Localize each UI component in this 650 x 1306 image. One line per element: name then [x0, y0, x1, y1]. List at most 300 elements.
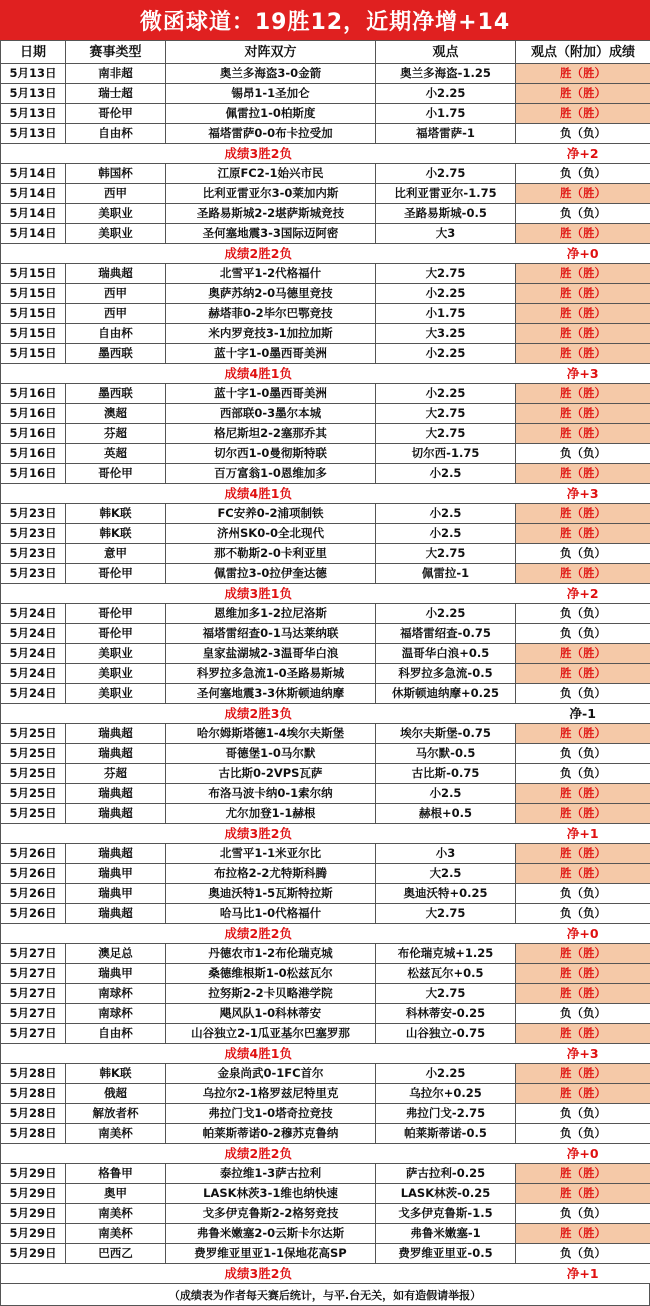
date-cell: 5月16日 — [1, 384, 66, 404]
summary-record: 成绩2胜3负 — [1, 704, 516, 724]
match-cell: 丹德农市1-2布伦瑞克城 — [166, 944, 376, 964]
league-cell: 哥伦甲 — [66, 104, 166, 124]
match-cell: 比利亚雷亚尔3-0莱加内斯 — [166, 184, 376, 204]
league-cell: 芬超 — [66, 424, 166, 444]
result-cell: 负（负） — [516, 1244, 650, 1264]
pick-cell: 赫根+0.5 — [376, 804, 516, 824]
result-cell: 负（负） — [516, 124, 650, 144]
date-cell: 5月13日 — [1, 64, 66, 84]
table-row — [1, 444, 650, 464]
league-cell: 美职业 — [66, 684, 166, 704]
date-cell: 5月15日 — [1, 344, 66, 364]
table-row — [1, 864, 650, 884]
table-row — [1, 504, 650, 524]
summary-net: 净+1 — [516, 1264, 650, 1284]
table-row — [1, 124, 650, 144]
summary-record: 成绩4胜1负 — [1, 1044, 516, 1064]
league-cell: 墨西联 — [66, 384, 166, 404]
match-cell: 蓝十字1-0墨西哥美洲 — [166, 344, 376, 364]
summary-net: 净+0 — [516, 244, 650, 264]
date-cell: 5月25日 — [1, 764, 66, 784]
league-cell: 南美杯 — [66, 1204, 166, 1224]
date-cell: 5月27日 — [1, 944, 66, 964]
date-cell: 5月14日 — [1, 184, 66, 204]
header-league: 赛事类型 — [66, 41, 166, 64]
league-cell: 自由杯 — [66, 1024, 166, 1044]
league-cell: 瑞典甲 — [66, 964, 166, 984]
table-row — [1, 1064, 650, 1084]
table-row — [1, 644, 650, 664]
date-cell: 5月14日 — [1, 164, 66, 184]
result-cell: 胜（胜） — [516, 724, 650, 744]
table-row — [1, 284, 650, 304]
pick-cell: 福塔雷萨-1 — [376, 124, 516, 144]
pick-cell: 弗鲁米嫩塞-1 — [376, 1224, 516, 1244]
match-cell: 戈多伊克鲁斯2-2格努竞技 — [166, 1204, 376, 1224]
match-cell: 圣路易斯城2-2堪萨斯城竞技 — [166, 204, 376, 224]
league-cell: 南美杯 — [66, 1124, 166, 1144]
result-cell: 负（负） — [516, 604, 650, 624]
result-cell: 胜（胜） — [516, 524, 650, 544]
match-cell: FC安养0-2浦项制铁 — [166, 504, 376, 524]
league-cell: 西甲 — [66, 284, 166, 304]
pick-cell: 福塔雷绍查-0.75 — [376, 624, 516, 644]
match-cell: 帕莱斯蒂诺0-2穆苏克鲁纳 — [166, 1124, 376, 1144]
league-cell: 韩K联 — [66, 1064, 166, 1084]
result-cell: 胜（胜） — [516, 224, 650, 244]
match-cell: 圣何塞地震3-3国际迈阿密 — [166, 224, 376, 244]
summary-row — [1, 364, 650, 384]
pick-cell: 大3 — [376, 224, 516, 244]
result-cell: 胜（胜） — [516, 1184, 650, 1204]
pick-cell: 大2.75 — [376, 984, 516, 1004]
pick-cell: 小1.75 — [376, 304, 516, 324]
table-row — [1, 884, 650, 904]
summary-net: 净+0 — [516, 924, 650, 944]
table-row — [1, 404, 650, 424]
league-cell: 澳足总 — [66, 944, 166, 964]
date-cell: 5月27日 — [1, 984, 66, 1004]
pick-cell: 小3 — [376, 844, 516, 864]
pick-cell: 切尔西-1.75 — [376, 444, 516, 464]
league-cell: 哥伦甲 — [66, 604, 166, 624]
pick-cell: 古比斯-0.75 — [376, 764, 516, 784]
date-cell: 5月14日 — [1, 204, 66, 224]
table-row — [1, 204, 650, 224]
result-cell: 负（负） — [516, 1004, 650, 1024]
summary-record: 成绩4胜1负 — [1, 484, 516, 504]
table-row — [1, 324, 650, 344]
pick-cell: 大3.25 — [376, 324, 516, 344]
pick-cell: 戈多伊克鲁斯-1.5 — [376, 1204, 516, 1224]
table-row — [1, 1104, 650, 1124]
result-cell: 胜（胜） — [516, 864, 650, 884]
result-cell: 负（负） — [516, 204, 650, 224]
league-cell: 西甲 — [66, 184, 166, 204]
league-cell: 解放者杯 — [66, 1104, 166, 1124]
date-cell: 5月16日 — [1, 444, 66, 464]
date-cell: 5月24日 — [1, 604, 66, 624]
header-pick: 观点 — [376, 41, 516, 64]
league-cell: 瑞典超 — [66, 784, 166, 804]
pick-cell: 小2.25 — [376, 284, 516, 304]
league-cell: 哥伦甲 — [66, 464, 166, 484]
summary-row — [1, 144, 650, 164]
date-cell: 5月26日 — [1, 904, 66, 924]
date-cell: 5月27日 — [1, 1024, 66, 1044]
match-cell: 赫塔菲0-2毕尔巴鄂竞技 — [166, 304, 376, 324]
match-cell: 山谷独立2-1瓜亚基尔巴塞罗那 — [166, 1024, 376, 1044]
pick-cell: 大2.75 — [376, 904, 516, 924]
date-cell: 5月26日 — [1, 864, 66, 884]
league-cell: 南球杯 — [66, 1004, 166, 1024]
summary-row — [1, 584, 650, 604]
table-row — [1, 84, 650, 104]
result-cell: 胜（胜） — [516, 384, 650, 404]
match-cell: 布洛马波卡纳0-1索尔纳 — [166, 784, 376, 804]
league-cell: 奥甲 — [66, 1184, 166, 1204]
league-cell: 瑞士超 — [66, 84, 166, 104]
table-row — [1, 764, 650, 784]
date-cell: 5月25日 — [1, 804, 66, 824]
league-cell: 瑞典甲 — [66, 884, 166, 904]
date-cell: 5月15日 — [1, 304, 66, 324]
league-cell: 英超 — [66, 444, 166, 464]
table-row — [1, 964, 650, 984]
result-cell: 负（负） — [516, 744, 650, 764]
pick-cell: 小2.5 — [376, 464, 516, 484]
match-cell: 尤尔加登1-1赫根 — [166, 804, 376, 824]
summary-net: 净+3 — [516, 1044, 650, 1064]
result-cell: 胜（胜） — [516, 324, 650, 344]
pick-cell: 马尔默-0.5 — [376, 744, 516, 764]
match-cell: 泰拉维1-3萨古拉利 — [166, 1164, 376, 1184]
pick-cell: 小2.25 — [376, 604, 516, 624]
date-cell: 5月13日 — [1, 84, 66, 104]
result-cell: 负（负） — [516, 1204, 650, 1224]
pick-cell: 布伦瑞克城+1.25 — [376, 944, 516, 964]
league-cell: 瑞典超 — [66, 804, 166, 824]
result-cell: 胜（胜） — [516, 1224, 650, 1244]
date-cell: 5月29日 — [1, 1224, 66, 1244]
result-cell: 胜（胜） — [516, 64, 650, 84]
summary-record: 成绩4胜1负 — [1, 364, 516, 384]
match-cell: 奥萨苏纳2-0马德里竞技 — [166, 284, 376, 304]
pick-cell: 小2.25 — [376, 344, 516, 364]
table-row — [1, 1244, 650, 1264]
league-cell: 韩K联 — [66, 504, 166, 524]
match-cell: 金泉尚武0-1FC首尔 — [166, 1064, 376, 1084]
date-cell: 5月24日 — [1, 664, 66, 684]
pick-cell: 科林蒂安-0.25 — [376, 1004, 516, 1024]
match-cell: 弗拉门戈1-0塔奇拉竞技 — [166, 1104, 376, 1124]
date-cell: 5月16日 — [1, 424, 66, 444]
league-cell: 芬超 — [66, 764, 166, 784]
result-cell: 胜（胜） — [516, 964, 650, 984]
pick-cell: 大2.75 — [376, 404, 516, 424]
pick-cell: 小2.25 — [376, 384, 516, 404]
summary-record: 成绩3胜2负 — [1, 144, 516, 164]
date-cell: 5月25日 — [1, 744, 66, 764]
results-body — [1, 64, 650, 1284]
match-cell: 桑德维根斯1-0松兹瓦尔 — [166, 964, 376, 984]
date-cell: 5月29日 — [1, 1244, 66, 1264]
match-cell: 皇家盐湖城2-3温哥华白浪 — [166, 644, 376, 664]
date-cell: 5月29日 — [1, 1164, 66, 1184]
date-cell: 5月27日 — [1, 1004, 66, 1024]
date-cell: 5月26日 — [1, 844, 66, 864]
result-cell: 负（负） — [516, 164, 650, 184]
pick-cell: 大2.5 — [376, 864, 516, 884]
date-cell: 5月28日 — [1, 1064, 66, 1084]
table-row — [1, 1204, 650, 1224]
match-cell: 北雪平1-1米亚尔比 — [166, 844, 376, 864]
table-row — [1, 724, 650, 744]
league-cell: 瑞典甲 — [66, 864, 166, 884]
league-cell: 南球杯 — [66, 984, 166, 1004]
match-cell: 古比斯0-2VPS瓦萨 — [166, 764, 376, 784]
summary-row — [1, 1264, 650, 1284]
match-cell: 弗鲁米嫩塞2-0云斯卡尔达斯 — [166, 1224, 376, 1244]
results-table — [0, 40, 650, 1284]
result-cell: 胜（胜） — [516, 984, 650, 1004]
date-cell: 5月16日 — [1, 464, 66, 484]
table-row — [1, 104, 650, 124]
table-row — [1, 1024, 650, 1044]
match-cell: 恩维加多1-2拉尼洛斯 — [166, 604, 376, 624]
match-cell: 切尔西1-0曼彻斯特联 — [166, 444, 376, 464]
match-cell: 福塔雷萨0-0布卡拉受加 — [166, 124, 376, 144]
result-cell: 胜（胜） — [516, 264, 650, 284]
pick-cell: 小2.5 — [376, 524, 516, 544]
league-cell: 韩国杯 — [66, 164, 166, 184]
header-result: 观点（附加）成绩 — [516, 41, 650, 64]
date-cell: 5月25日 — [1, 724, 66, 744]
league-cell: 美职业 — [66, 204, 166, 224]
league-cell: 墨西联 — [66, 344, 166, 364]
pick-cell: 大2.75 — [376, 544, 516, 564]
result-cell: 胜（胜） — [516, 284, 650, 304]
match-cell: 奥兰多海盗3-0金箭 — [166, 64, 376, 84]
match-cell: 乌拉尔2-1格罗兹尼特里克 — [166, 1084, 376, 1104]
result-cell: 胜（胜） — [516, 1064, 650, 1084]
result-cell: 负（负） — [516, 444, 650, 464]
pick-cell: 萨古拉利-0.25 — [376, 1164, 516, 1184]
pick-cell: 休斯顿迪纳摩+0.25 — [376, 684, 516, 704]
league-cell: 巴西乙 — [66, 1244, 166, 1264]
match-cell: 布拉格2-2尤特斯科腾 — [166, 864, 376, 884]
table-row — [1, 684, 650, 704]
match-cell: 格尼斯坦2-2塞那乔其 — [166, 424, 376, 444]
league-cell: 瑞典超 — [66, 264, 166, 284]
match-cell: 米内罗竞技3-1加拉加斯 — [166, 324, 376, 344]
result-cell: 胜（胜） — [516, 184, 650, 204]
date-cell: 5月16日 — [1, 404, 66, 424]
summary-net: 净-1 — [516, 704, 650, 724]
table-row — [1, 164, 650, 184]
result-cell: 胜（胜） — [516, 664, 650, 684]
date-cell: 5月24日 — [1, 624, 66, 644]
table-row — [1, 344, 650, 364]
result-cell: 负（负） — [516, 1104, 650, 1124]
result-cell: 胜（胜） — [516, 644, 650, 664]
table-row — [1, 804, 650, 824]
result-cell: 负（负） — [516, 904, 650, 924]
result-cell: 胜（胜） — [516, 784, 650, 804]
result-cell: 负（负） — [516, 624, 650, 644]
pick-cell: 比利亚雷亚尔-1.75 — [376, 184, 516, 204]
match-cell: 哈尔姆斯塔德1-4埃尔夫斯堡 — [166, 724, 376, 744]
summary-row — [1, 484, 650, 504]
table-row — [1, 844, 650, 864]
result-cell: 胜（胜） — [516, 1084, 650, 1104]
match-cell: 百万富翁1-0恩维加多 — [166, 464, 376, 484]
date-cell: 5月23日 — [1, 504, 66, 524]
match-cell: 西部联0-3墨尔本城 — [166, 404, 376, 424]
result-cell: 负（负） — [516, 764, 650, 784]
match-cell: 飓风队1-0科林蒂安 — [166, 1004, 376, 1024]
table-row — [1, 1004, 650, 1024]
date-cell: 5月23日 — [1, 544, 66, 564]
pick-cell: 埃尔夫斯堡-0.75 — [376, 724, 516, 744]
league-cell: 瑞典超 — [66, 744, 166, 764]
header-date: 日期 — [1, 41, 66, 64]
table-row — [1, 984, 650, 1004]
page-title: 微函球道：19胜12，近期净增+14 — [0, 0, 650, 40]
date-cell: 5月29日 — [1, 1184, 66, 1204]
table-row — [1, 564, 650, 584]
result-cell: 胜（胜） — [516, 1164, 650, 1184]
result-cell: 胜（胜） — [516, 504, 650, 524]
match-cell: 拉努斯2-2卡贝略港学院 — [166, 984, 376, 1004]
summary-row — [1, 1144, 650, 1164]
table-row — [1, 1084, 650, 1104]
pick-cell: 大2.75 — [376, 264, 516, 284]
match-cell: 佩雷拉3-0拉伊奎达德 — [166, 564, 376, 584]
pick-cell: 小2.25 — [376, 84, 516, 104]
table-row — [1, 784, 650, 804]
match-cell: 蓝十字1-0墨西哥美洲 — [166, 384, 376, 404]
date-cell: 5月23日 — [1, 524, 66, 544]
result-cell: 胜（胜） — [516, 944, 650, 964]
result-cell: 胜（胜） — [516, 804, 650, 824]
table-row — [1, 1164, 650, 1184]
table-row — [1, 904, 650, 924]
pick-cell: 奥兰多海盗-1.25 — [376, 64, 516, 84]
date-cell: 5月15日 — [1, 284, 66, 304]
pick-cell: 科罗拉多急流-0.5 — [376, 664, 516, 684]
summary-record: 成绩2胜2负 — [1, 244, 516, 264]
match-cell: 奥迪沃特1-5瓦斯特拉斯 — [166, 884, 376, 904]
result-cell: 胜（胜） — [516, 84, 650, 104]
footer-note: （成绩表为作者每天赛后统计，与平.台无关，如有造假请举报） — [0, 1284, 650, 1306]
summary-record: 成绩3胜2负 — [1, 1264, 516, 1284]
result-cell: 胜（胜） — [516, 1024, 650, 1044]
table-row — [1, 1184, 650, 1204]
table-row — [1, 64, 650, 84]
date-cell: 5月15日 — [1, 324, 66, 344]
pick-cell: LASK林茨-0.25 — [376, 1184, 516, 1204]
league-cell: 韩K联 — [66, 524, 166, 544]
match-cell: 那不勒斯2-0卡利亚里 — [166, 544, 376, 564]
table-row — [1, 604, 650, 624]
pick-cell: 小2.5 — [376, 784, 516, 804]
pick-cell: 乌拉尔+0.25 — [376, 1084, 516, 1104]
table-row — [1, 304, 650, 324]
summary-row — [1, 704, 650, 724]
league-cell: 哥伦甲 — [66, 564, 166, 584]
result-cell: 负（负） — [516, 544, 650, 564]
summary-net: 净+3 — [516, 484, 650, 504]
league-cell: 南非超 — [66, 64, 166, 84]
table-row — [1, 384, 650, 404]
date-cell: 5月28日 — [1, 1104, 66, 1124]
summary-row — [1, 244, 650, 264]
result-cell: 负（负） — [516, 684, 650, 704]
league-cell: 西甲 — [66, 304, 166, 324]
summary-record: 成绩2胜2负 — [1, 1144, 516, 1164]
table-row — [1, 744, 650, 764]
date-cell: 5月14日 — [1, 224, 66, 244]
summary-net: 净+0 — [516, 1144, 650, 1164]
date-cell: 5月26日 — [1, 884, 66, 904]
table-row — [1, 184, 650, 204]
league-cell: 自由杯 — [66, 324, 166, 344]
league-cell: 自由杯 — [66, 124, 166, 144]
pick-cell: 松兹瓦尔+0.5 — [376, 964, 516, 984]
pick-cell: 佩雷拉-1 — [376, 564, 516, 584]
pick-cell: 圣路易斯城-0.5 — [376, 204, 516, 224]
result-cell: 胜（胜） — [516, 424, 650, 444]
summary-row — [1, 1044, 650, 1064]
date-cell: 5月13日 — [1, 124, 66, 144]
result-cell: 胜（胜） — [516, 564, 650, 584]
match-cell: 济州SK0-0全北现代 — [166, 524, 376, 544]
pick-cell: 帕莱斯蒂诺-0.5 — [376, 1124, 516, 1144]
result-cell: 胜（胜） — [516, 304, 650, 324]
summary-net: 净+2 — [516, 584, 650, 604]
result-cell: 负（负） — [516, 1124, 650, 1144]
match-cell: 锡昂1-1圣加仑 — [166, 84, 376, 104]
match-cell: 佩雷拉1-0柏斯度 — [166, 104, 376, 124]
date-cell: 5月23日 — [1, 564, 66, 584]
table-row — [1, 624, 650, 644]
match-cell: 福塔雷绍查0-1马达莱纳联 — [166, 624, 376, 644]
league-cell: 南美杯 — [66, 1224, 166, 1244]
league-cell: 瑞典超 — [66, 904, 166, 924]
summary-row — [1, 824, 650, 844]
match-cell: 圣何塞地震3-3休斯顿迪纳摩 — [166, 684, 376, 704]
date-cell: 5月15日 — [1, 264, 66, 284]
result-cell: 胜（胜） — [516, 844, 650, 864]
summary-record: 成绩3胜2负 — [1, 824, 516, 844]
table-row — [1, 424, 650, 444]
league-cell: 澳超 — [66, 404, 166, 424]
league-cell: 俄超 — [66, 1084, 166, 1104]
date-cell: 5月25日 — [1, 784, 66, 804]
league-cell: 美职业 — [66, 644, 166, 664]
pick-cell: 奥迪沃特+0.25 — [376, 884, 516, 904]
summary-net: 净+2 — [516, 144, 650, 164]
summary-record: 成绩3胜1负 — [1, 584, 516, 604]
header-row — [1, 41, 650, 64]
summary-record: 成绩2胜2负 — [1, 924, 516, 944]
table-row — [1, 944, 650, 964]
result-cell: 胜（胜） — [516, 464, 650, 484]
date-cell: 5月28日 — [1, 1084, 66, 1104]
pick-cell: 山谷独立-0.75 — [376, 1024, 516, 1044]
pick-cell: 费罗维亚里亚-0.5 — [376, 1244, 516, 1264]
